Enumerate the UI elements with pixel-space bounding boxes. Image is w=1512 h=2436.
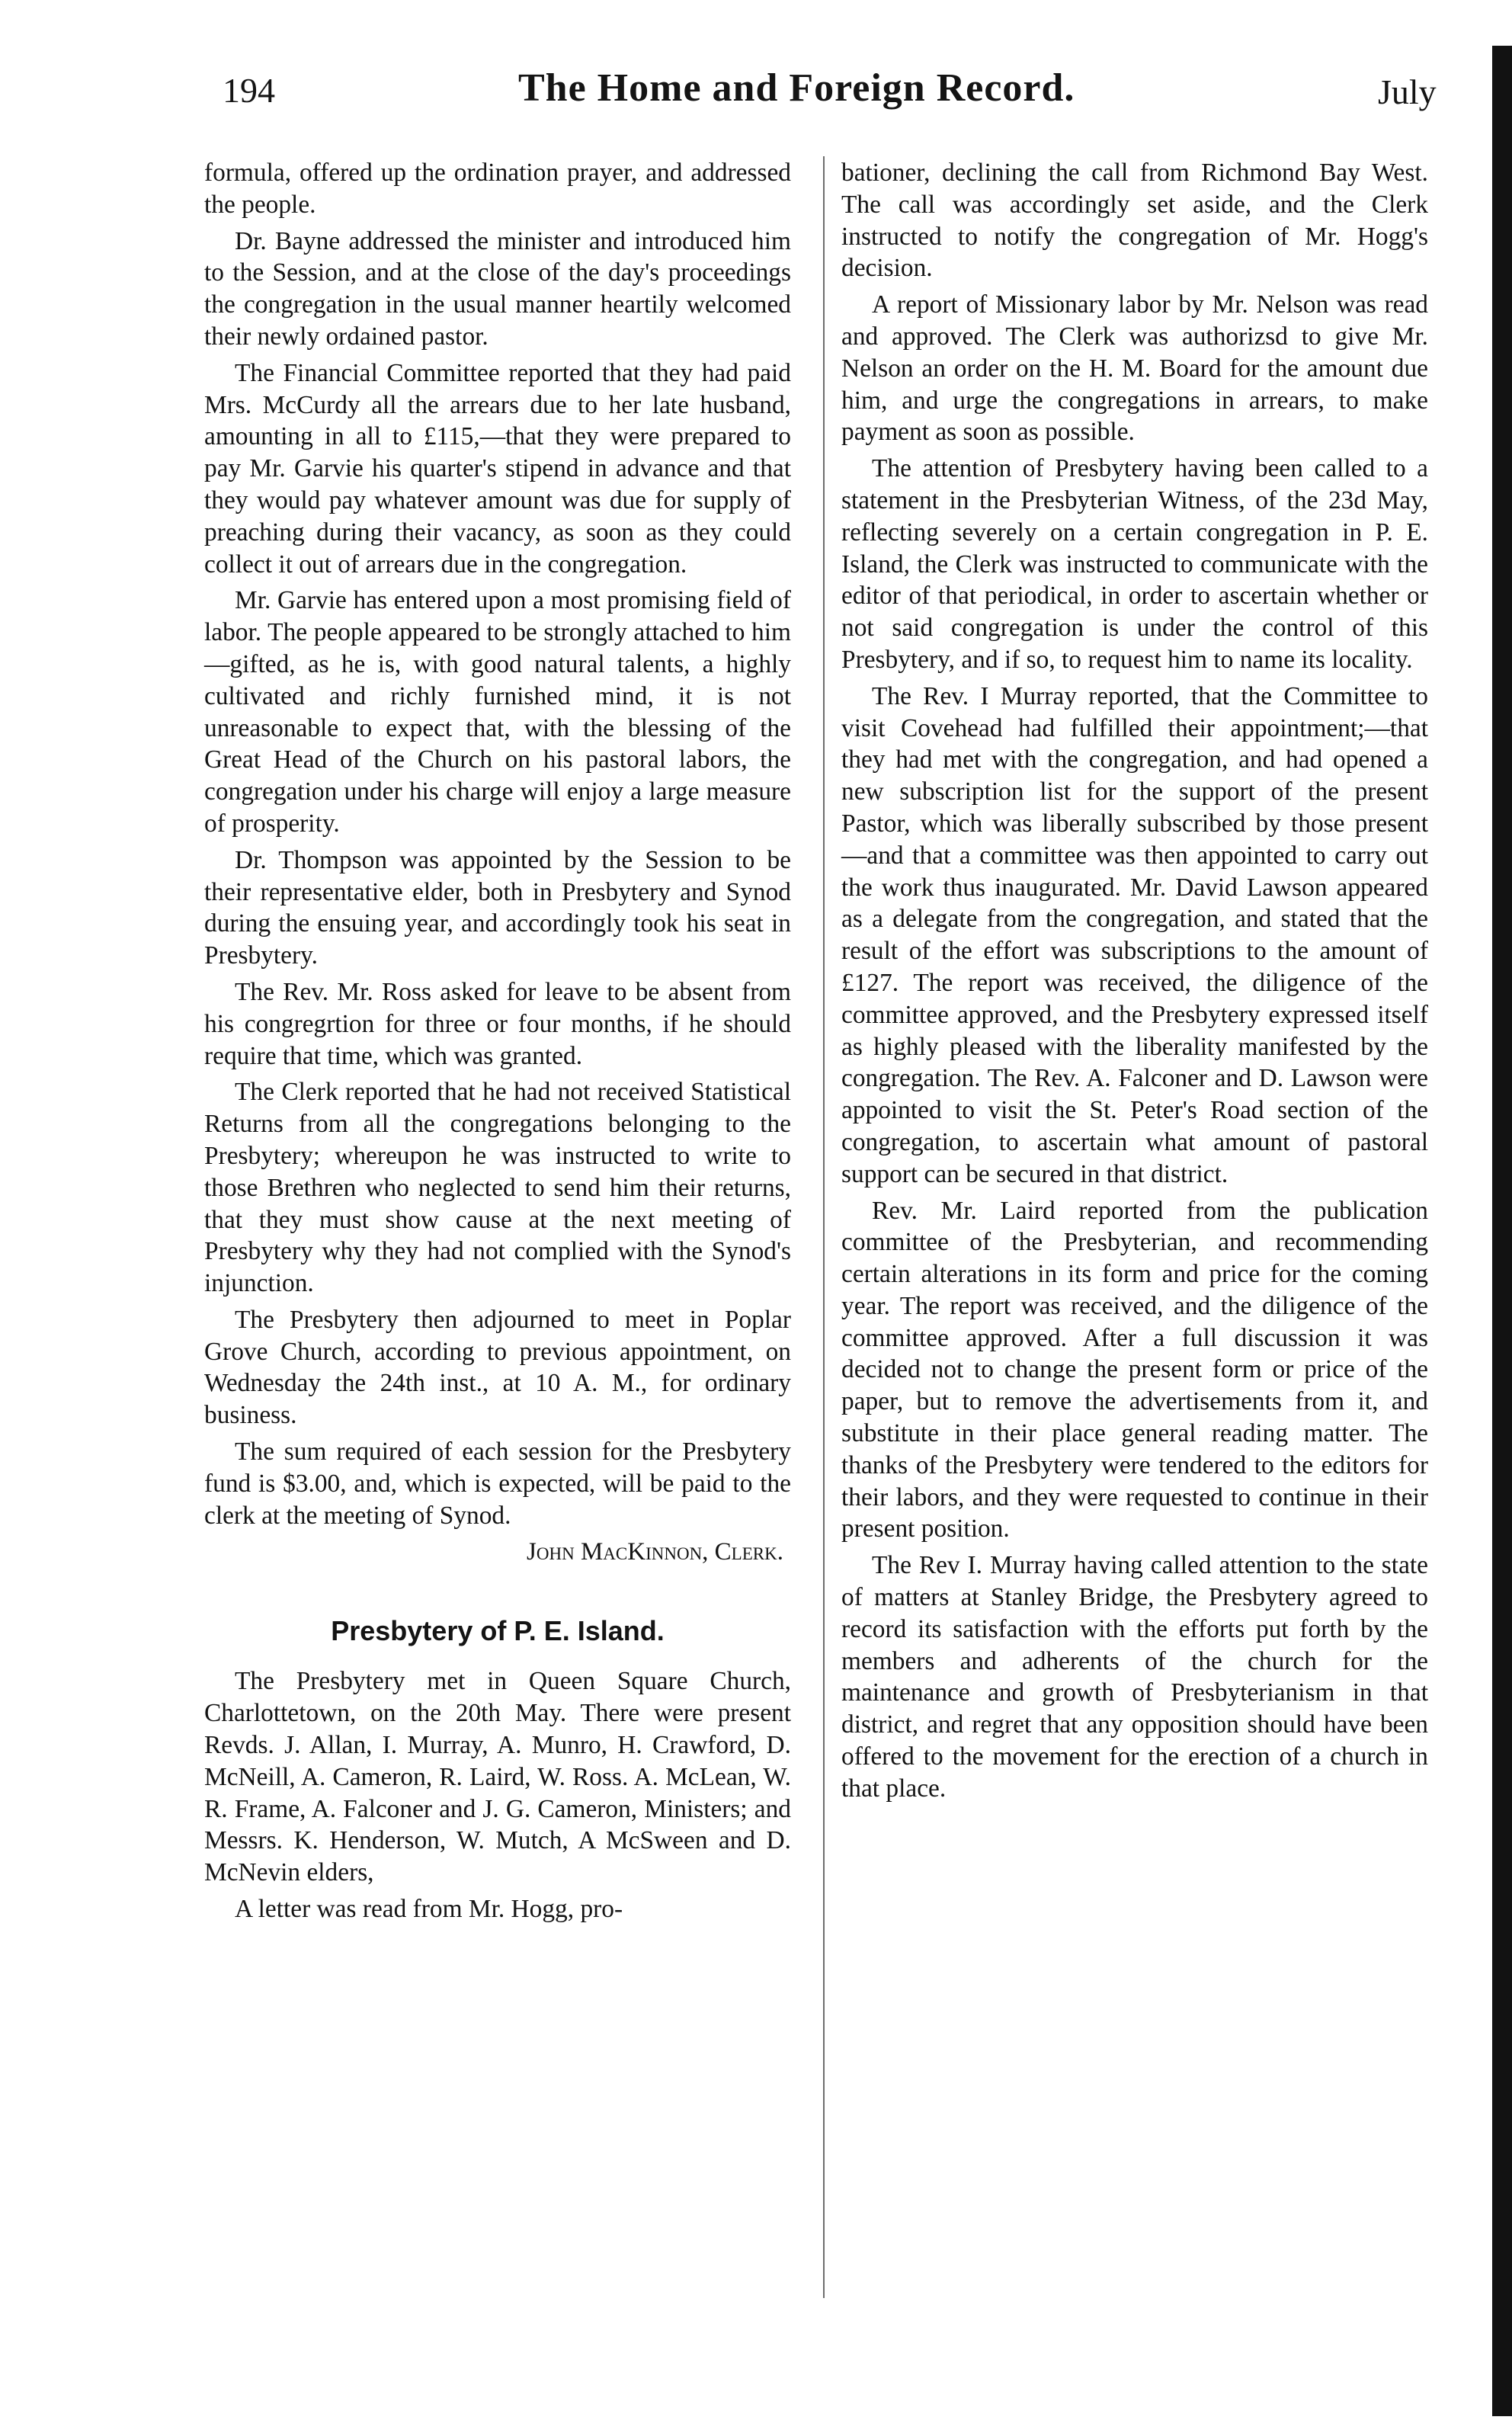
paragraph: Rev. Mr. Laird reported from the publication committee of the Presbyterian, and recommending certain alterations in its form and price for the coming year. The report was received, and the diligence of the committee approved. After a full discussion it was decided not to change the present form or price of the paper, but to remove the advertisements from it, and substitute in their place general reading matter. The thanks of the Presbytery were tendered to the editors for their labors, and they were requested to continue in their present position. <box>841 1196 1428 1543</box>
page-number: 194 <box>223 71 275 110</box>
clerk-signature: John MacKinnon, Clerk. <box>527 1538 783 1566</box>
paragraph: Dr. Bayne addressed the minister and introduced him to the Session, and at the close of the day's proceedings the congregation in the usual manner heartily welcomed their newly ordained pastor. <box>204 226 791 351</box>
paragraph: The Clerk reported that he had not received Statistical Returns from all the congregations belonging to the Presbytery; whereupon he was instructed to write to those Brethren who neglected to send him their returns, that they must show cause at the next meeting of Presbytery why they had not complied with the Synod's injunction. <box>204 1078 791 1298</box>
scan-edge-shadow <box>1492 46 1512 2416</box>
paragraph: formula, offered up the ordination prayer, and addressed the people. <box>204 159 791 219</box>
left-column <box>204 157 791 1930</box>
running-title: The Home and Foreign Record. <box>518 66 1075 110</box>
paragraph: The Rev I. Murray having called attention to the state of matters at Stanley Bridge, the Presbytery agreed to record its satisfaction with the efforts put forth by the members and adherents of the church for the maintenance and growth of Presbyterianism in that district, and regret that any opposition should have been offered to the movement for the erection of a church in that place. <box>841 1551 1428 1803</box>
paragraph: The Presbytery then adjourned to meet in Poplar Grove Church, according to previous appointment, on Wednesday the 24th inst., at 10 A. M., for ordinary business. <box>204 1305 791 1430</box>
section-heading: Presbytery of P. E. Island. <box>331 1615 665 1647</box>
column-divider <box>823 156 825 2298</box>
paragraph: The attention of Presbytery having been called to a statement in the Presbyterian Witness, of the 23d May, reflecting severely on a certain congregation in P. E. Island, the Clerk was instructed to communicate with the editor of that periodical, in order to ascertain whether or not said congregation is under the control of this Presbytery, and if so, to request him to name its locality. <box>841 454 1428 674</box>
right-column <box>841 157 1428 1809</box>
paragraph: The Presbytery met in Queen Square Church, Charlottetown, on the 20th May. There were present Revds. J. Allan, I. Murray, A. Munro, H. Crawford, D. McNeill, A. Cameron, R. Laird, W. Ross. A. McLean, W. R. Frame, A. Falconer and J. G. Cameron, Ministers; and Messrs. K. Henderson, W. Mutch, A McSween and D. McNevin elders, <box>204 1667 791 1887</box>
paragraph: bationer, declining the call from Richmond Bay West. The call was accordingly set aside, and the Clerk instructed to notify the congregation of Mr. Hogg's decision. <box>841 159 1428 283</box>
issue-month: July <box>1378 72 1437 111</box>
paragraph: Mr. Garvie has entered upon a most promising field of labor. The people appeared to be strongly attached to him—gifted, as he is, with good natural talents, a highly cultivated and richly furnished mind, it is not unreasonable to expect that, with the blessing of the Great Head of the Church on his pastoral labors, the congregation under his charge will enjoy a large measure of prosperity. <box>204 586 791 838</box>
paragraph: Dr. Thompson was appointed by the Session to be their representative elder, both in Presbytery and Synod during the ensuing year, and accordingly took his seat in Presbytery. <box>204 845 791 970</box>
paragraph: The Financial Committee reported that they had paid Mrs. McCurdy all the arrears due to her late husband, amounting in all to £115,—that they were prepared to pay Mr. Garvie his quarter's stipend in advance and that they would pay whatever amount was due for supply of preaching during their vacancy, as soon as they could collect it out of arrears due in the congregation. <box>204 358 791 579</box>
paragraph: The sum required of each session for the Presbytery fund is $3.00, and, which is expected, will be paid to the clerk at the meeting of Synod. <box>204 1438 791 1530</box>
page-header <box>0 66 1512 131</box>
paragraph: The Rev. I Murray reported, that the Committee to visit Covehead had fulfilled their appointment;—that they had met with the congregation, and had opened a new subscription list for the support of the present Pastor, which was liberally subscribed by those present—and that a committee was then appointed to carry out the work thus inaugurated. Mr. David Lawson appeared as a delegate from the congregation, and stated that the result of the effort was subscriptions to the amount of £127. The report was received, the diligence of the committee approved, and the Presbytery expressed itself as highly pleased with the liberality manifested by the congregation. The Rev. A. Falconer and D. Lawson were appointed to visit the St. Peter's Road section of the congregation, to ascertain what amount of pastoral support can be secured in that district. <box>841 681 1428 1188</box>
paragraph: A letter was read from Mr. Hogg, pro- <box>235 1895 623 1924</box>
paragraph: The Rev. Mr. Ross asked for leave to be absent from his congregrtion for three or four months, if he should require that time, which was granted. <box>204 977 791 1070</box>
paragraph: A report of Missionary labor by Mr. Nelson was read and approved. The Clerk was authorizsd to give Mr. Nelson an order on the H. M. Board for the amount due him, and urge the congregations in arrears, to make payment as soon as possible. <box>841 290 1428 447</box>
